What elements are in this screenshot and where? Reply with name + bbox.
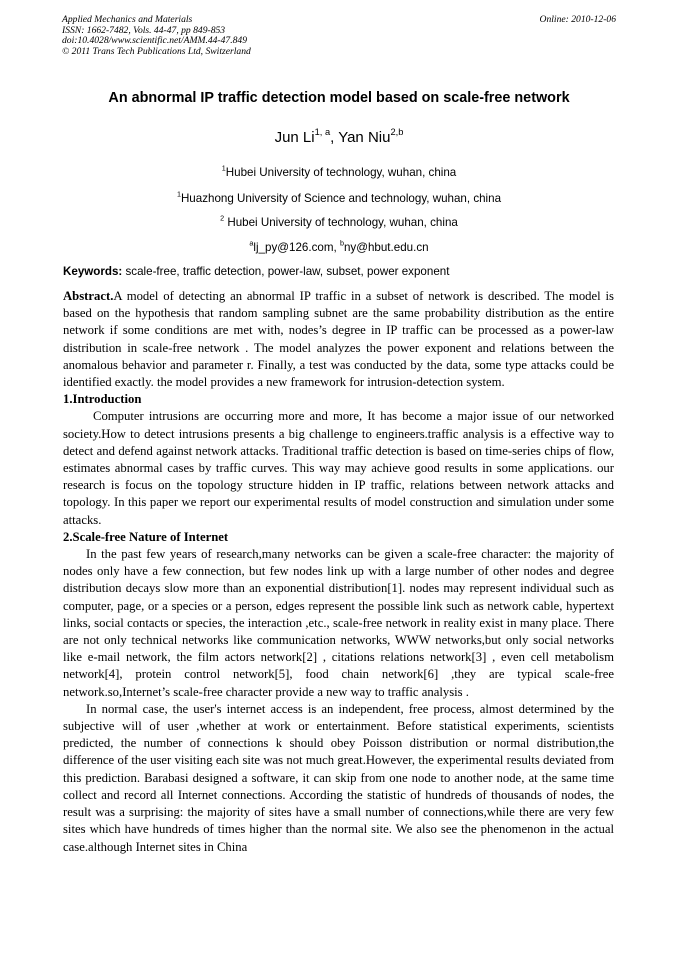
journal-header bbox=[62, 15, 616, 57]
journal-name: Applied Mechanics and Materials bbox=[62, 14, 193, 25]
email-address: ny@hbut.edu.cn bbox=[343, 241, 429, 254]
affiliation-text: Huazhong University of Science and technology, wuhan, china bbox=[180, 192, 502, 205]
abstract bbox=[63, 288, 614, 391]
author-line bbox=[0, 129, 678, 146]
author-name: Jun Li bbox=[274, 129, 315, 146]
email-address: lj_py@126.com, bbox=[253, 241, 340, 254]
affiliation-text: Hubei University of technology, wuhan, china bbox=[225, 166, 457, 179]
affiliation bbox=[0, 189, 678, 205]
keywords-label: Keywords: bbox=[63, 265, 123, 278]
body-text bbox=[63, 288, 614, 856]
affiliation-superscript: 1 bbox=[221, 163, 226, 173]
author-superscript: 2,b bbox=[390, 127, 404, 138]
online-date: Online: 2010-12-06 bbox=[539, 14, 616, 25]
author-superscript: 1, a bbox=[314, 127, 331, 138]
doi-line: doi:10.4028/www.scientific.net/AMM.44-47.849 bbox=[62, 35, 248, 47]
paragraph: In normal case, the user's internet access is an independent, free process, almost determined by the subjective will of user ,whether at work or entertainment. Before statistical experiments, scientists predicted, the number of connections k should obey Poisson distribution or normal distribution,the difference of the user visiting each site was not much great.However, the experimental results deviated from this prediction. Barabasi designed a software, it can skip from one node to another node, at the same time collect and record all Internet connections. According the statistic of hundreds of thousands of nodes, the result was a surprising: the majority of sites have a small number of connections,while there are very few sites which have hundreds of times higher than the normal site. We also see the phenomenon in the actual case.although Internet sites in China bbox=[63, 701, 614, 854]
affiliation bbox=[0, 163, 678, 179]
affiliation-superscript: 2 bbox=[220, 213, 225, 223]
keywords bbox=[63, 265, 623, 278]
section-heading: 1.Introduction bbox=[63, 392, 142, 407]
email-line bbox=[0, 238, 678, 254]
paper-title: An abnormal IP traffic detection model based on scale-free network bbox=[108, 90, 570, 106]
email-superscript: b bbox=[339, 238, 344, 248]
author-separator: , bbox=[330, 129, 339, 146]
paragraph: In the past few years of research,many networks can be given a scale-free character: the majority of nodes only have a few connection, but few nodes link up with a large number of other nodes and degree distribution decays slow more than an exponential distribution[1]. nodes may represent individual such as computer, page, or a species or a person, edges represent the possible link such as network cable, hypertext links, social contacts or species, the interaction ,etc., scale-free network in reality exist in many place. There are not only technical networks like communication networks, WWW networks,but only social networks like e-mail network, the film actors network[2] , citations relations network[3] , even cell metabolism network[4], protein control network[5], food chain network[6] ,they are typical scale-free network.so,Internet’s scale-free character provide a new way to traffic analysis . bbox=[63, 547, 614, 699]
abstract-text: A model of detecting an abnormal IP traffic in a subset of network is described. The model is based on the hypothesis that random sampling subnet are the same probability distribution as the entire network if some conditions are met with, nodes’s degree in IP traffic can be processed as a power-law distribution in scale-free network . The model analyzes the power exponent and relations between the anomalous behavior and parameter r. Finally, a test was conducted by the data, some type attacks could be identified exactly. the model provides a new framework for intrusion-detection system. bbox=[63, 289, 614, 390]
section-heading: 2.Scale-free Nature of Internet bbox=[63, 529, 229, 544]
email-superscript: a bbox=[249, 238, 254, 248]
affiliation-superscript: 1 bbox=[176, 189, 181, 199]
keywords-text: scale-free, traffic detection, power-law, subset, power exponent bbox=[122, 265, 450, 278]
paragraph: Computer intrusions are occurring more and more, It has become a major issue of our networked society.How to detect intrusions presents a big challenge to engineers.traffic analysis is a effective way to detect and defend against network attacks. Traditional traffic detection is based on time-series chips of flow, estimates abnormal cases by traffic curves. This way may achieve good results in some applications. our research is focus on the topology structure hidden in IP traffic, relations between network attacks and topology. In this paper we report our experimental results of model construction and simulation under some attacks. bbox=[63, 409, 614, 527]
author-name: Yan Niu bbox=[338, 129, 391, 146]
affiliation-text: Hubei University of technology, wuhan, china bbox=[224, 216, 458, 229]
issn-line: ISSN: 1662-7482, Vols. 44-47, pp 849-853 bbox=[62, 24, 226, 36]
abstract-label: Abstract. bbox=[63, 289, 114, 303]
affiliation bbox=[0, 213, 678, 229]
copyright-line: © 2011 Trans Tech Publications Ltd, Switzerland bbox=[62, 45, 251, 57]
